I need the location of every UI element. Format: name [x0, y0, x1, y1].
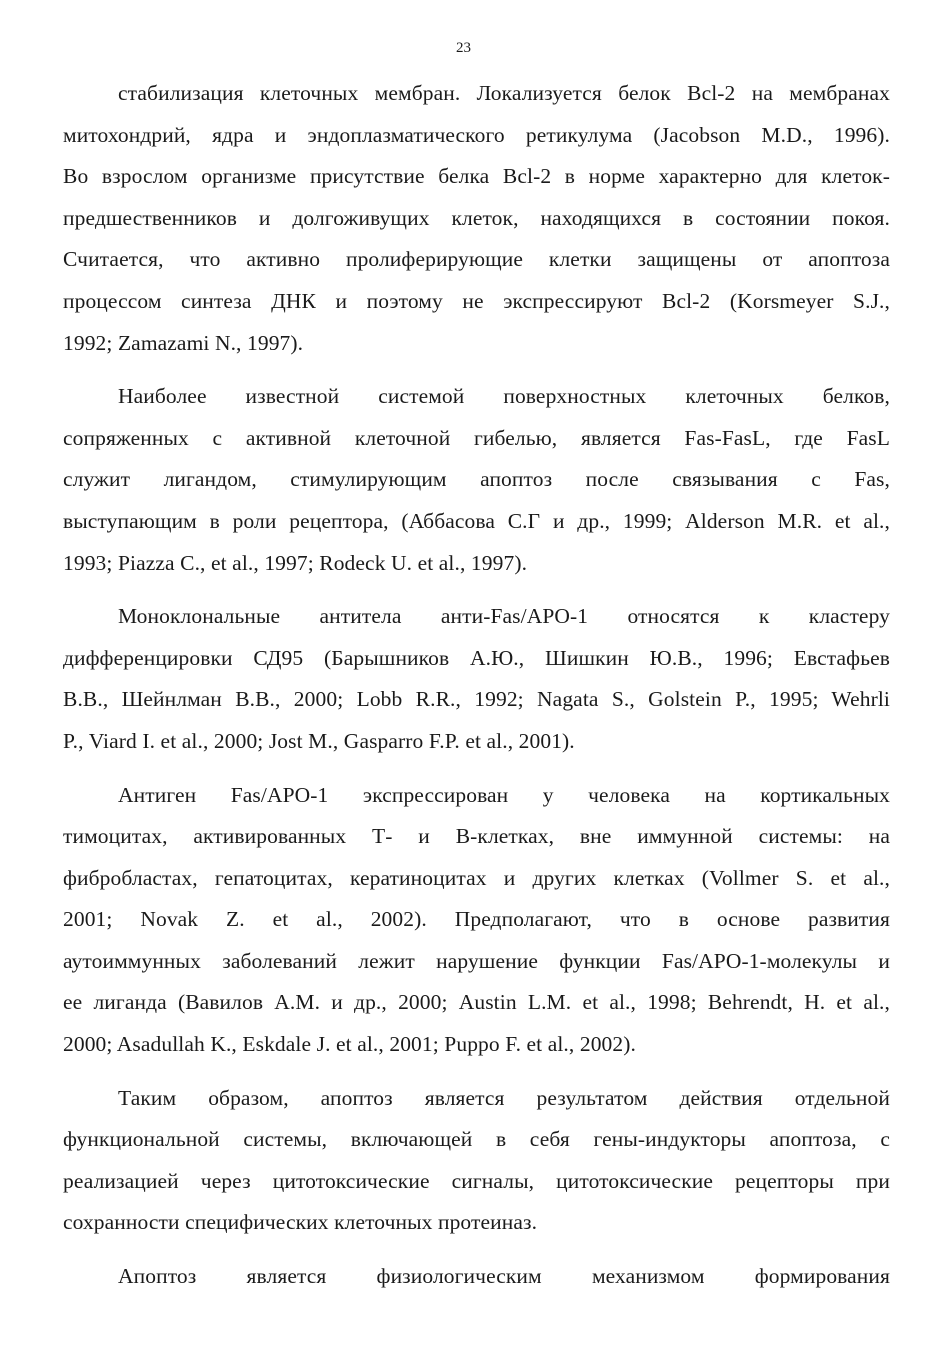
text-body	[63, 73, 890, 1298]
text-line: предшественников и долгоживущих клеток, находящихся в состоянии покоя.	[63, 205, 890, 230]
paragraph	[63, 1256, 890, 1298]
text-line: В.В., Шейнлман В.В., 2000; Lobb R.R., 1992; Nagata S., Golstein P., 1995; Wehrli	[63, 687, 890, 712]
text-line: Считается, что активно пролиферирующие клетки защищены от апоптоза	[63, 247, 890, 272]
text-line: фибробластах, гепатоцитах, кератиноцитах и других клетках (Vollmer S. et al.,	[63, 865, 890, 890]
text-line: Таким образом, апоптоз является результатом действия отдельной	[118, 1085, 890, 1110]
text-line: 1993; Piazza C., et al., 1997; Rodeck U. et al., 1997).	[63, 550, 528, 575]
paragraph	[63, 775, 890, 1066]
text-line: P., Viard I. et al., 2000; Jost M., Gasparro F.P. et al., 2001).	[63, 728, 575, 753]
text-line: стабилизация клеточных мембран. Локализуется белок Bcl-2 на мембранах	[118, 81, 890, 105]
text-line: Антиген Fas/APO-1 экспрессирован у человека на кортикальных	[118, 782, 890, 807]
text-line: 2000; Asadullah K., Eskdale J. et al., 2001; Puppo F. et al., 2002).	[63, 1032, 636, 1057]
text-line: выступающим в роли рецептора, (Аббасова С.Г и др., 1999; Alderson M.R. et al.,	[63, 508, 890, 533]
text-line: процессом синтеза ДНК и поэтому не экспрессируют Bcl-2 (Korsmeyer S.J.,	[63, 288, 890, 313]
text-line: Наиболее известной системой поверхностных клеточных белков,	[118, 384, 890, 409]
text-line: сохранности специфических клеточных протеиназ.	[63, 1210, 538, 1235]
text-line: Апоптоз является физиологическим механизмом формирования	[118, 1264, 890, 1289]
paragraph	[63, 376, 890, 584]
text-line: Моноклональные антитела анти-Fas/APO-1 относятся к кластеру	[118, 604, 890, 629]
text-line: 1992; Zamazami N., 1997).	[63, 330, 304, 355]
text-line: служит лигандом, стимулирующим апоптоз после связывания с Fas,	[63, 467, 890, 492]
text-line: Во взрослом организме присутствие белка Bcl-2 в норме характерно для клеток-	[63, 164, 890, 189]
text-line: сопряженных с активной клеточной гибелью, является Fas-FasL, где FasL	[63, 425, 890, 450]
text-line: ее лиганда (Вавилов А.М. и др., 2000; Austin L.M. et al., 1998; Behrendt, H. et al.,	[63, 990, 890, 1015]
paragraph	[63, 1078, 890, 1244]
paragraph	[63, 73, 890, 364]
paragraph	[63, 596, 890, 762]
text-line: дифференцировки СД95 (Барышников А.Ю., Шишкин Ю.В., 1996; Евстафьев	[63, 645, 890, 670]
text-line: реализацией через цитотоксические сигналы, цитотоксические рецепторы при	[63, 1168, 890, 1193]
page-number: 23	[456, 40, 471, 56]
text-line: функциональной системы, включающей в себя гены-индукторы апоптоза, с	[63, 1127, 890, 1152]
text-line: аутоиммунных заболеваний лежит нарушение функции Fas/APO-1-молекулы и	[63, 948, 890, 973]
text-line: митохондрий, ядра и эндоплазматического ретикулума (Jacobson M.D., 1996).	[63, 122, 890, 147]
text-line: 2001; Novak Z. et al., 2002). Предполагают, что в основе развития	[63, 907, 890, 932]
text-line: тимоцитах, активированных Т- и В-клетках, вне иммунной системы: на	[63, 824, 890, 849]
